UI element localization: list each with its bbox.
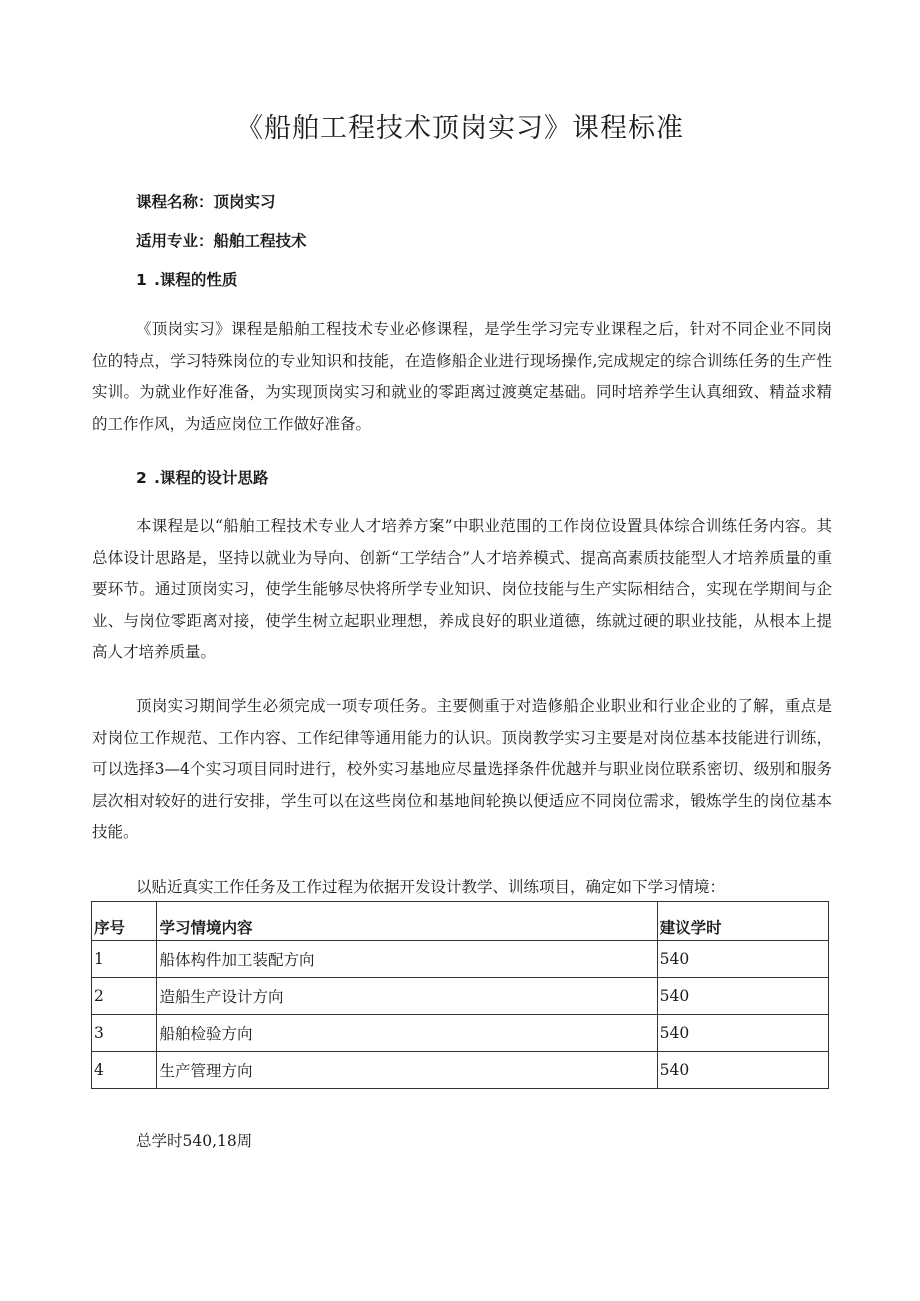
paragraph-course-nature: 《顶岗实习》课程是船舶工程技术专业必修课程，是学生学习完专业课程之后，针对不同企业不同岗位的特点，学习特殊岗位的专业知识和技能，在造修船企业进行现场操作,完成规定的综合训练任务的生产性实训。为就业作好准备，为实现顶岗实习和就业的零距离过渡奠定基础。同时培养学生认真细致、精益求精的工作作风，为适应岗位工作做好准备。 xyxy=(92,320,832,433)
section-heading-1 xyxy=(136,268,237,290)
section-heading-2 xyxy=(136,466,268,488)
cell-index: 1 xyxy=(92,941,157,978)
cell-content: 船体构件加工装配方向 xyxy=(157,941,657,978)
header-index: 序号 xyxy=(92,902,157,941)
table-row xyxy=(92,1052,829,1089)
paragraph-design-idea: 本课程是以“船舶工程技术专业人才培养方案”中职业范围的工作岗位设置具体综合训练任务内容。其总体设计思路是，坚持以就业为导向、创新“工学结合”人才培养模式、提高高素质技能型人才培养质量的重要环节。通过顶岗实习，使学生能够尽快将所学专业知识、岗位技能与生产实际相结合，实现在学期间与企业、与岗位零距离对接，使学生树立起职业理想，养成良好的职业道德，练就过硬的职业技能，从根本上提高人才培养质量。 xyxy=(92,517,832,661)
major-field: 适用专业：船舶工程技术 xyxy=(136,232,307,250)
table-row xyxy=(92,1015,829,1052)
paragraph-internship-task: 顶岗实习期间学生必须完成一项专项任务。主要侧重于对造修船企业职业和行业企业的了解，重点是对岗位工作规范、工作内容、工作纪律等通用能力的认识。顶岗教学实习主要是对岗位基本技能进行训练，可以选择3—4个实习项目同时进行，校外实习基地应尽量选择条件优越并与职业岗位联系密切、级别和服务层次相对较好的进行安排，学生可以在这些岗位和基地间轮换以便适应不同岗位需求，锻炼学生的岗位基本技能。 xyxy=(92,697,832,841)
paragraph-table-intro: 以贴近真实工作任务及工作过程为依据开发设计教学、训练项目，确定如下学习情境： xyxy=(136,878,726,896)
course-name-field: 课程名称：顶岗实习 xyxy=(136,193,276,211)
cell-content: 造船生产设计方向 xyxy=(157,978,657,1015)
learning-situation-table xyxy=(91,901,829,1089)
table-row xyxy=(92,941,829,978)
document-title: 《船舶工程技术顶岗实习》课程标准 xyxy=(236,113,684,144)
cell-content: 船舶检验方向 xyxy=(157,1015,657,1052)
header-hours: 建议学时 xyxy=(657,902,828,941)
cell-hours: 540 xyxy=(657,978,828,1015)
section-number: 2 xyxy=(136,469,147,487)
section-title: .课程的性质 xyxy=(154,271,238,289)
table-row xyxy=(92,978,829,1015)
section-title: .课程的设计思路 xyxy=(154,469,269,487)
cell-content: 生产管理方向 xyxy=(157,1052,657,1089)
section-number: 1 xyxy=(136,271,147,289)
total-hours: 总学时540,18周 xyxy=(136,1132,253,1150)
cell-index: 2 xyxy=(92,978,157,1015)
table-header-row xyxy=(92,902,829,941)
cell-index: 4 xyxy=(92,1052,157,1089)
cell-hours: 540 xyxy=(657,1015,828,1052)
cell-index: 3 xyxy=(92,1015,157,1052)
cell-hours: 540 xyxy=(657,941,828,978)
header-content: 学习情境内容 xyxy=(157,902,657,941)
cell-hours: 540 xyxy=(657,1052,828,1089)
